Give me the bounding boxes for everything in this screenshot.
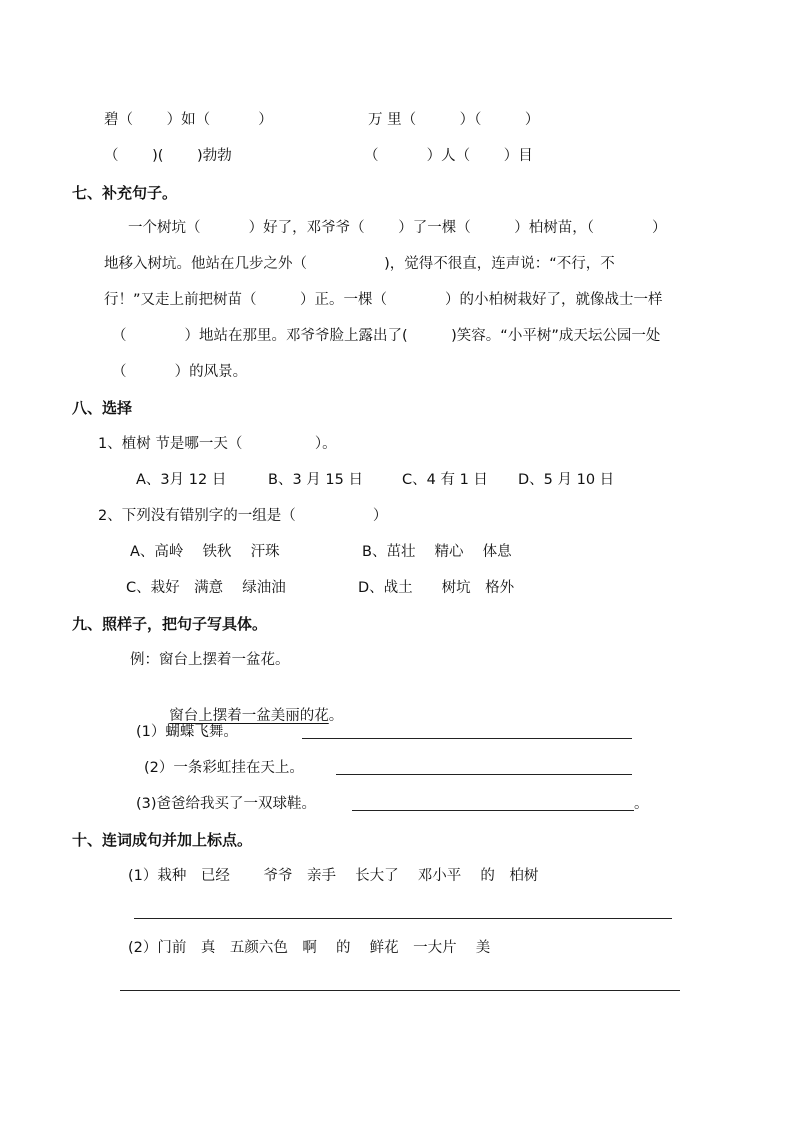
q10-2-answer-line[interactable]: [120, 990, 680, 991]
sec7-line-1: 一个树坑（ ）好了，邓爷爷（ ）了一棵（ ）柏树苗，（ ）: [128, 220, 667, 236]
q10-1-words: (1）栽种 已经 爷爷 亲手 长大了 邓小平 的 柏树: [128, 868, 539, 884]
section-9-title: 九、照样子，把句子写具体。: [72, 615, 268, 633]
q8-1-option-a: A、3月 12 日: [136, 472, 227, 488]
section-8-title: 八、选择: [72, 399, 133, 417]
q8-2-question: 2、下列没有错别字的一组是（ ）: [98, 508, 388, 524]
q9-2-answer-line[interactable]: [336, 774, 632, 775]
example-sentence: 例：窗台上摆着一盆花。: [130, 652, 290, 668]
example-answer-period: 。: [328, 708, 344, 724]
q8-2-option-a: A、高岭 铁秋 汗珠: [130, 544, 280, 560]
q9-1-prompt: (1）蝴蝶飞舞。: [136, 724, 238, 740]
q8-2-option-d: D、战土 树坑 格外: [358, 580, 515, 596]
example-answer: [160, 686, 343, 726]
idiom-row2-right: （ ）人（ ）目: [364, 148, 533, 164]
idiom-row2-left: （ )( )勃勃: [104, 148, 232, 164]
q9-3-prompt: (3)爸爸给我买了一双球鞋。: [136, 796, 317, 812]
q8-2-option-b: B、茁壮 精心 体息: [362, 544, 512, 560]
q10-2-words: (2）门前 真 五颜六色 啊 的 鲜花 一大片 美: [128, 940, 491, 956]
q8-1-option-b: B、3 月 15 日: [268, 472, 363, 488]
sec7-line-3: 行！”又走上前把树苗（ ）正。一棵（ ）的小柏树栽好了，就像战士一样: [104, 292, 663, 308]
section-10-title: 十、连词成句并加上标点。: [72, 831, 253, 849]
section-7-title: 七、补充句子。: [72, 184, 178, 202]
q8-1-question: 1、植树 节是哪一天（ ）。: [98, 436, 337, 452]
q9-3-period: 。: [634, 796, 649, 812]
sec7-line-2: 地移入树坑。他站在几步之外（ )，觉得不很直，连声说：“不行，不: [104, 256, 615, 272]
idiom-row1-left: 碧（ ）如（ ）: [104, 112, 273, 128]
sec7-line-5: （ ）的风景。: [112, 364, 248, 380]
q8-2-option-c: C、栽好 满意 绿油油: [126, 580, 286, 596]
q9-2-prompt: (2）一条彩虹挂在天上。: [144, 760, 304, 776]
sec7-line-4: （ ）地站在那里。邓爷爷脸上露出了( )笑容。“小平树”成天坛公园一处: [112, 328, 661, 344]
q8-1-option-d: D、5 月 10 日: [518, 472, 615, 488]
idiom-row1-right: 万 里（ ）（ ）: [368, 112, 540, 128]
q9-1-answer-line[interactable]: [302, 738, 632, 739]
q10-1-answer-line[interactable]: [134, 918, 672, 919]
example-answer-text: 窗台上摆着一盆美丽的花: [169, 708, 329, 724]
q9-3-answer-line[interactable]: [352, 810, 634, 811]
q8-1-option-c: C、4 有 1 日: [402, 472, 488, 488]
